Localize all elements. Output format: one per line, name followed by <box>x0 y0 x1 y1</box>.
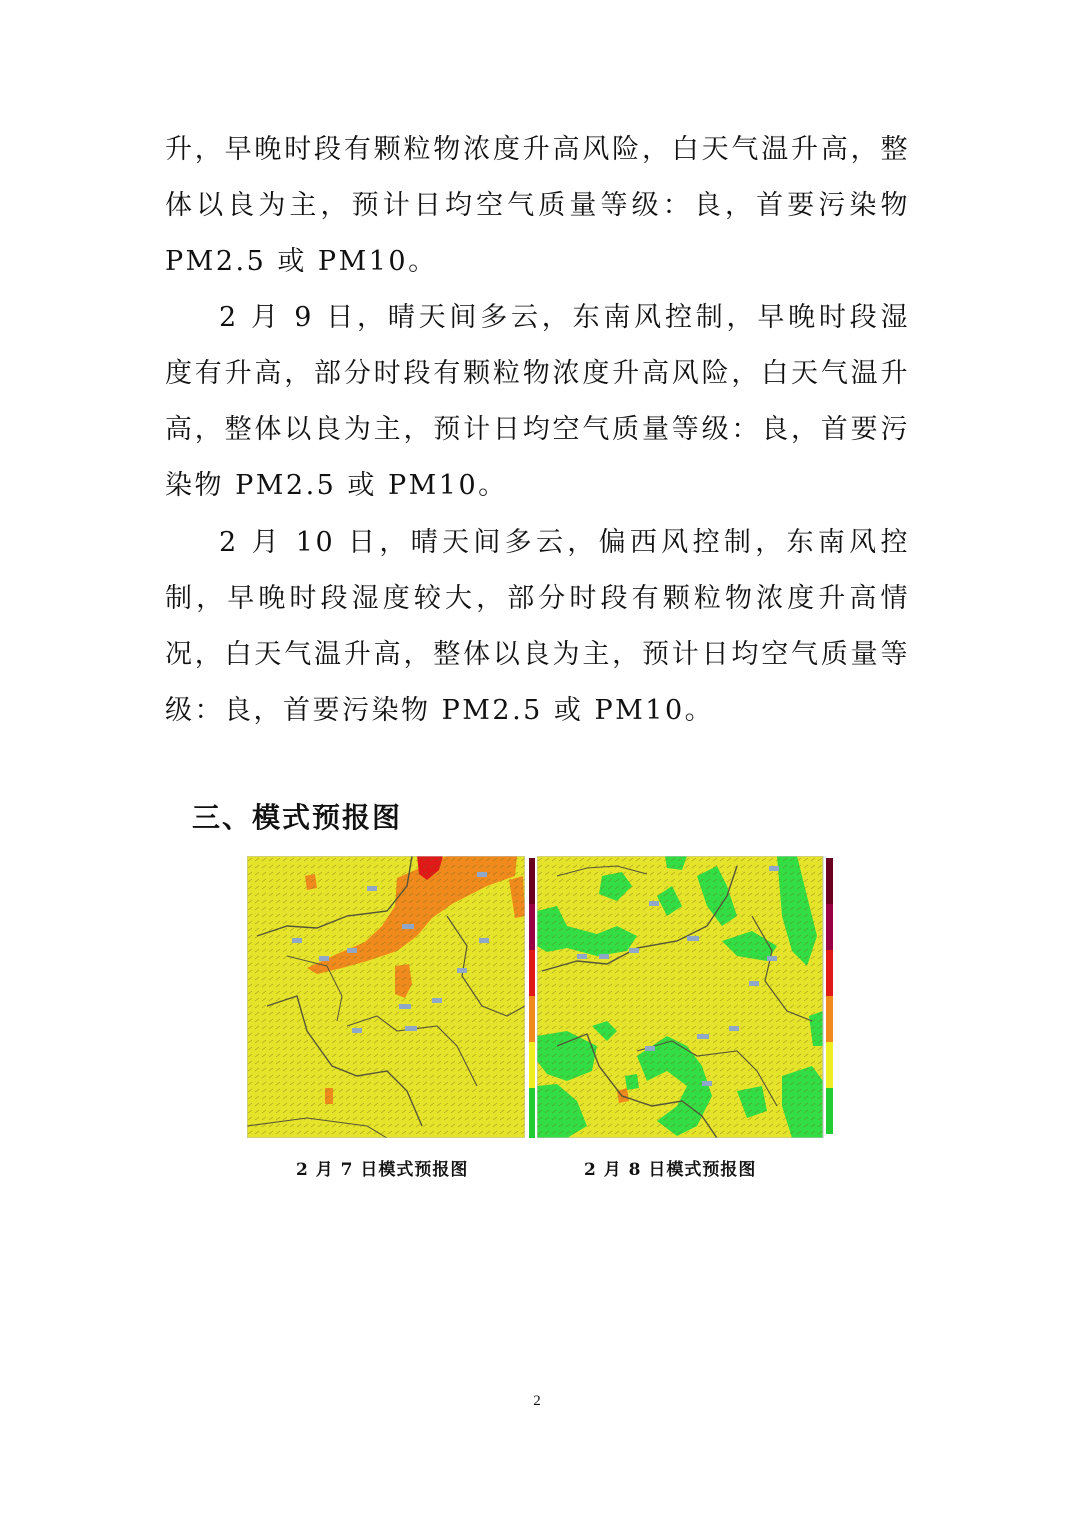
legend-light <box>826 996 833 1042</box>
forecast-map-feb-7-graphic <box>247 856 525 1138</box>
legend-heavy <box>826 904 833 950</box>
wind-field <box>247 856 525 1138</box>
legend-moderate <box>826 950 833 996</box>
aqi-color-legend <box>826 858 833 1134</box>
forecast-map-feb-7 <box>247 856 525 1138</box>
legend-good <box>826 1042 833 1088</box>
legend-excellent <box>826 1088 833 1134</box>
paragraph-feb-9: 2 月 9 日，晴天间多云，东南风控制，早晚时段湿度有升高，部分时段有颗粒物浓度升高风险，白天气温升高，整体以良为主，预计日均空气质量等级：良，首要污染物 PM2.5 或 PM10。 <box>165 302 910 501</box>
section-heading: 三、模式预报图 <box>192 801 403 834</box>
legend-severe <box>826 858 833 904</box>
forecast-map-feb-8 <box>537 856 837 1138</box>
wind-field <box>537 856 823 1138</box>
page-number: 2 <box>533 1393 541 1409</box>
paragraph-feb-10: 2 月 10 日，晴天间多云，偏西风控制，东南风控制，早晚时段湿度较大，部分时段有颗粒物浓度升高情况，白天气温升高，整体以良为主，预计日均空气质量等级：良，首要污染物 PM2.5 或 PM10。 <box>165 527 910 726</box>
figure-caption-feb-7: 2 月 7 日模式预报图 <box>296 1160 469 1180</box>
paragraph-feb-8-continued: 升，早晚时段有颗粒物浓度升高风险，白天气温升高，整体以良为主，预计日均空气质量等级：良，首要污染物 PM2.5 或 PM10。 <box>165 134 910 277</box>
figure-caption-feb-8: 2 月 8 日模式预报图 <box>584 1160 757 1180</box>
forecast-map-feb-8-graphic <box>537 856 837 1138</box>
aqi-color-legend-left <box>529 858 535 1138</box>
